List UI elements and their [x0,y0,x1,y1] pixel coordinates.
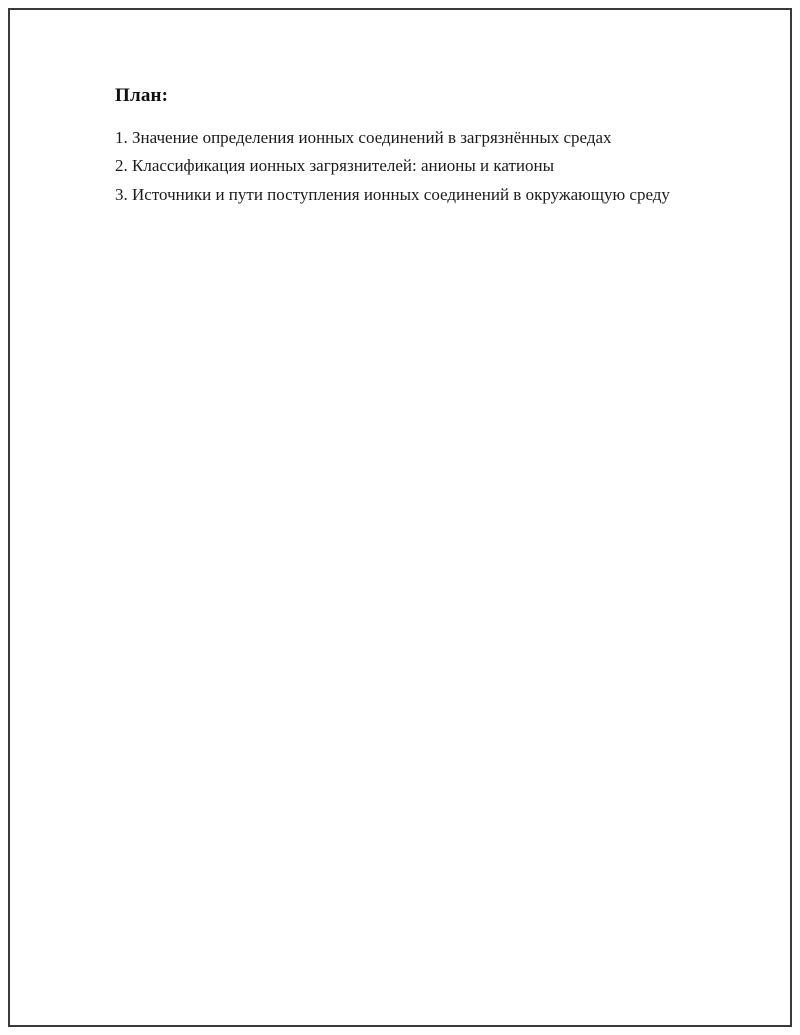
document-content [115,85,695,210]
list-item: 3. Источники и пути поступления ионных соединений в окружающую среду [115,184,670,204]
page-title: План: [115,85,169,106]
list-item: 2. Классификация ионных загрязнителей: анионы и катионы [115,156,554,176]
list-item: 1. Значение определения ионных соединений в загрязнённых средах [115,128,612,147]
plan-list [115,125,695,208]
